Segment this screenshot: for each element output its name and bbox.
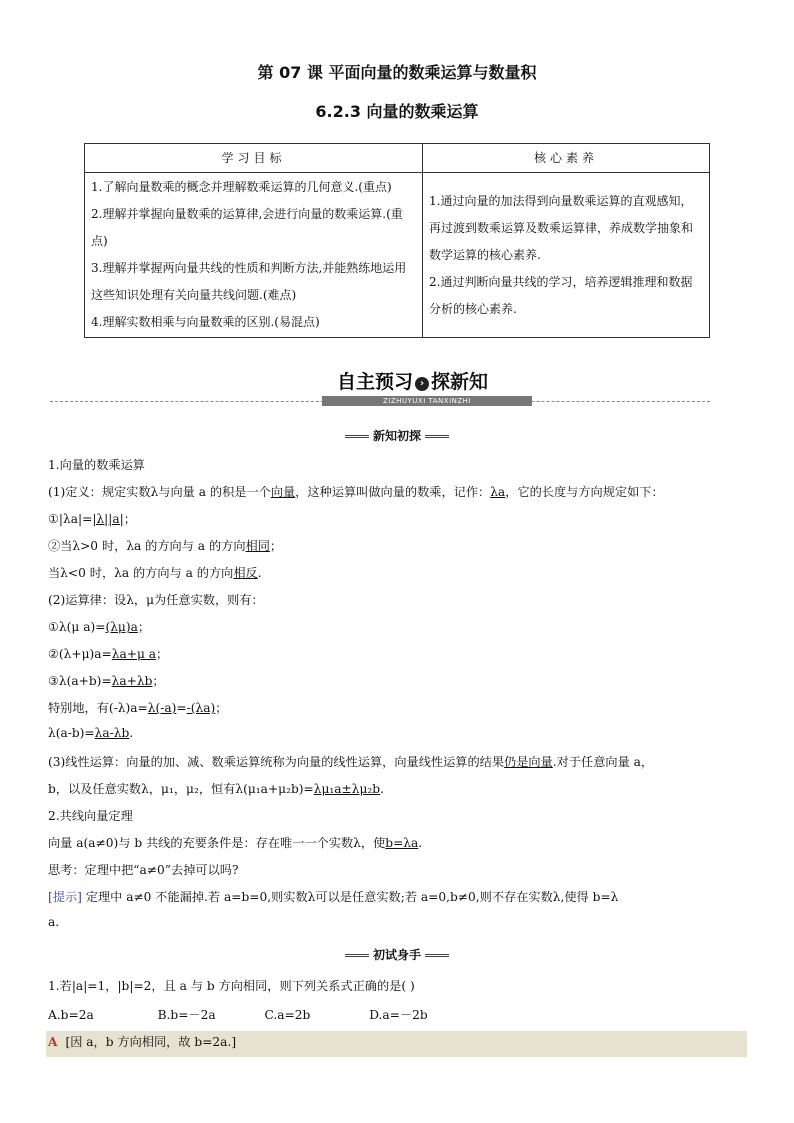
option-d: D.a=－2b	[369, 1008, 428, 1022]
hint-label: [提示]	[48, 890, 82, 904]
text-line: a.	[48, 915, 60, 929]
competency-item: 2.通过判断向量共线的学习，培养逻辑推理和数据分析的核心素养.	[429, 274, 693, 316]
text-line: (2)运算律：设λ，μ为任意实数，则有：	[48, 593, 264, 607]
text-line: (3)线性运算：向量的加、减、数乘运算统称为向量的线性运算，向量线性运算的结果仍是向量.对于任意向量 a，	[48, 755, 654, 769]
goals-table	[84, 143, 710, 338]
text-line: 当λ<0 时，λa 的方向与 a 的方向相反.	[48, 566, 262, 580]
text-line: b，以及任意实数λ，μ₁，μ₂，恒有λ(μ₁a+μ₂b)=λμ₁a±λμ₂b.	[48, 782, 384, 796]
section-title: 6.2.3 向量的数乘运算	[315, 102, 479, 121]
text-line: 特别地，有(-λ)a=λ(-a)=-(λa)；	[48, 701, 228, 715]
competency-cell	[423, 173, 710, 338]
text-line: ③λ(a+b)=λa+λb；	[48, 674, 165, 688]
subsection-tag-new: 新知初探	[345, 428, 449, 444]
text-line: ②(λ+μ)a=λa+μ a；	[48, 647, 169, 661]
goals-header: 学习目标	[85, 144, 423, 173]
option-b: B.b=－2a	[157, 1008, 216, 1022]
text-line: 向量 a(a≠0)与 b 共线的充要条件是：存在唯一一个实数λ，使b=λa.	[48, 836, 423, 850]
goal-item: 2.理解并掌握向量数乘的运算律,会进行向量的数乘运算.(重点)	[91, 207, 403, 248]
goal-item: 3.理解并掌握两向量共线的性质和判断方法,并能熟练地运用这些知识处理有关向量共线问题.(难点)	[91, 261, 407, 302]
option-c: C.a=2b	[264, 1008, 311, 1022]
subsection-tag-try: 初试身手	[345, 947, 449, 963]
text-line: 思考：定理中把“a≠0”去掉可以吗?	[48, 863, 239, 877]
banner-title: 自主预习 › 探新知	[337, 371, 489, 393]
text-line: ①λ(μ a)=(λμ)a；	[48, 620, 151, 634]
text-line: ②当λ>0 时，λa 的方向与 a 的方向相同；	[48, 539, 283, 553]
chevron-right-icon: ›	[415, 377, 429, 391]
banner-subtitle: ZIZHUYUXI TANXINZHI	[322, 396, 532, 406]
option-a: A.b=2a	[48, 1008, 94, 1022]
text-line: (1)定义：规定实数λ与向量 a 的积是一个向量，这种运算叫做向量的数乘，记作：λa，它的长度与方向规定如下：	[48, 485, 664, 499]
answer-letter: A	[48, 1035, 58, 1049]
page-title: 第 07 课 平面向量的数乘运算与数量积	[257, 63, 537, 82]
competency-item: 1.通过向量的加法得到向量数乘运算的直观感知，再过渡到数乘运算及数乘运算律，养成数学抽象和数学运算的核心素养.	[429, 193, 694, 262]
text-line: 2.共线向量定理	[48, 809, 133, 823]
text-line: λ(a-b)=λa-λb.	[48, 726, 134, 740]
question-options	[48, 1006, 428, 1023]
section-banner	[50, 370, 710, 408]
goals-cell	[85, 173, 423, 338]
goal-item: 1.了解向量数乘的概念并理解数乘运算的几何意义.(重点)	[91, 180, 392, 194]
competency-header: 核心素养	[423, 144, 710, 173]
question-stem: 1.若|a|=1，|b|=2，且 a 与 b 方向相同，则下列关系式正确的是( )	[48, 979, 415, 993]
answer-text: [因 a，b 方向相同，故 b=2a.]	[65, 1035, 237, 1049]
answer-box	[46, 1031, 747, 1057]
goal-item: 4.理解实数相乘与向量数乘的区别.(易混点)	[91, 315, 320, 329]
text-line: ①|λa|=|λ||a|；	[48, 512, 136, 526]
hint-line: [提示] 定理中 a≠0 不能漏掉.若 a=b=0,则实数λ可以是任意实数;若 a=0,b≠0,则不存在实数λ,使得 b=λ	[48, 890, 619, 904]
text-line: 1.向量的数乘运算	[48, 458, 145, 472]
